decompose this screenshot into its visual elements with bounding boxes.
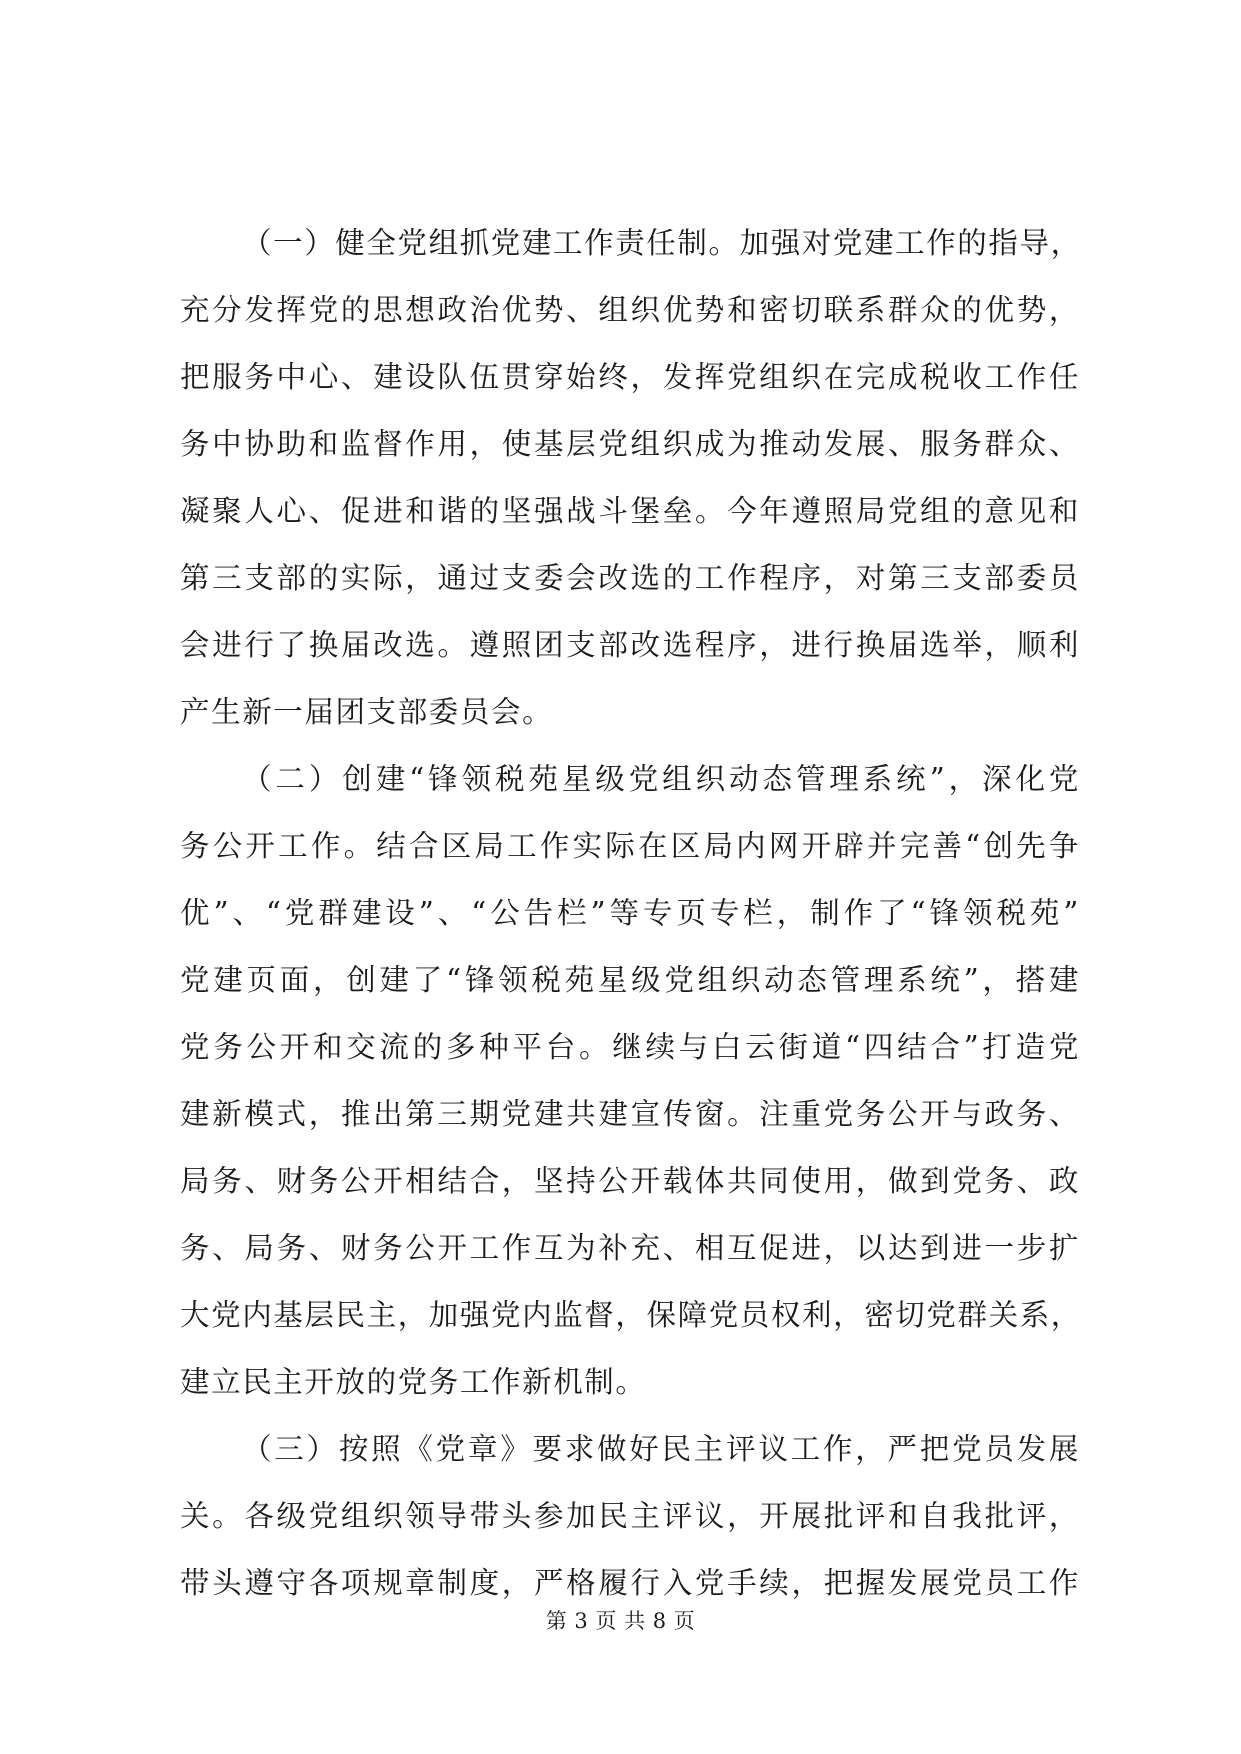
text-line: 党建页面，创建了“锋领税苑星级党组织动态管理系统”，搭建 — [180, 963, 1080, 997]
paragraph-2 — [180, 746, 1080, 1416]
text-line: （一）健全党组抓党建工作责任制。加强对党建工作的指导， — [242, 226, 1082, 260]
text-line: 局务、财务公开相结合，坚持公开载体共同使用，做到党务、政 — [180, 1164, 1080, 1198]
text-line: 建立民主开放的党务工作新机制。 — [180, 1365, 647, 1399]
text-line: 优”、“党群建设”、“公告栏”等专页专栏，制作了“锋领税苑” — [180, 896, 1080, 930]
text-line: 把服务中心、建设队伍贯穿始终，发挥党组织在完成税收工作任 — [180, 360, 1080, 394]
text-line: 产生新一届团支部委员会。 — [180, 695, 554, 729]
paragraph-1 — [180, 210, 1080, 746]
page-footer — [0, 1605, 1241, 1635]
page-number: 第 3 页 共 8 页 — [545, 1609, 696, 1633]
text-line: 关。各级党组织领导带头参加民主评议，开展批评和自我批评， — [180, 1499, 1080, 1533]
text-line: （三）按照《党章》要求做好民主评议工作，严把党员发展 — [242, 1432, 1080, 1466]
text-line: （二）创建“锋领税苑星级党组织动态管理系统”，深化党 — [242, 762, 1080, 796]
text-line: 务、局务、财务公开工作互为补充、相互促进，以达到进一步扩 — [180, 1231, 1080, 1265]
text-line: 凝聚人心、促进和谐的坚强战斗堡垒。今年遵照局党组的意见和 — [180, 494, 1080, 528]
text-line: 会进行了换届改选。遵照团支部改选程序，进行换届选举，顺利 — [180, 628, 1080, 662]
text-line: 务中协助和监督作用，使基层党组织成为推动发展、服务群众、 — [180, 427, 1080, 461]
text-line: 建新模式，推出第三期党建共建宣传窗。注重党务公开与政务、 — [180, 1097, 1080, 1131]
text-line: 第三支部的实际，通过支委会改选的工作程序，对第三支部委员 — [180, 561, 1080, 595]
text-line: 大党内基层民主，加强党内监督，保障党员权利，密切党群关系， — [180, 1298, 1082, 1332]
text-line: 带头遵守各项规章制度，严格履行入党手续，把握发展党员工作 — [180, 1566, 1080, 1600]
text-line: 党务公开和交流的多种平台。继续与白云街道“四结合”打造党 — [180, 1030, 1080, 1064]
document-body — [180, 210, 1080, 1617]
text-line: 务公开工作。结合区局工作实际在区局内网开辟并完善“创先争 — [180, 829, 1080, 863]
text-line: 充分发挥党的思想政治优势、组织优势和密切联系群众的优势， — [180, 293, 1080, 327]
paragraph-3 — [180, 1416, 1080, 1617]
